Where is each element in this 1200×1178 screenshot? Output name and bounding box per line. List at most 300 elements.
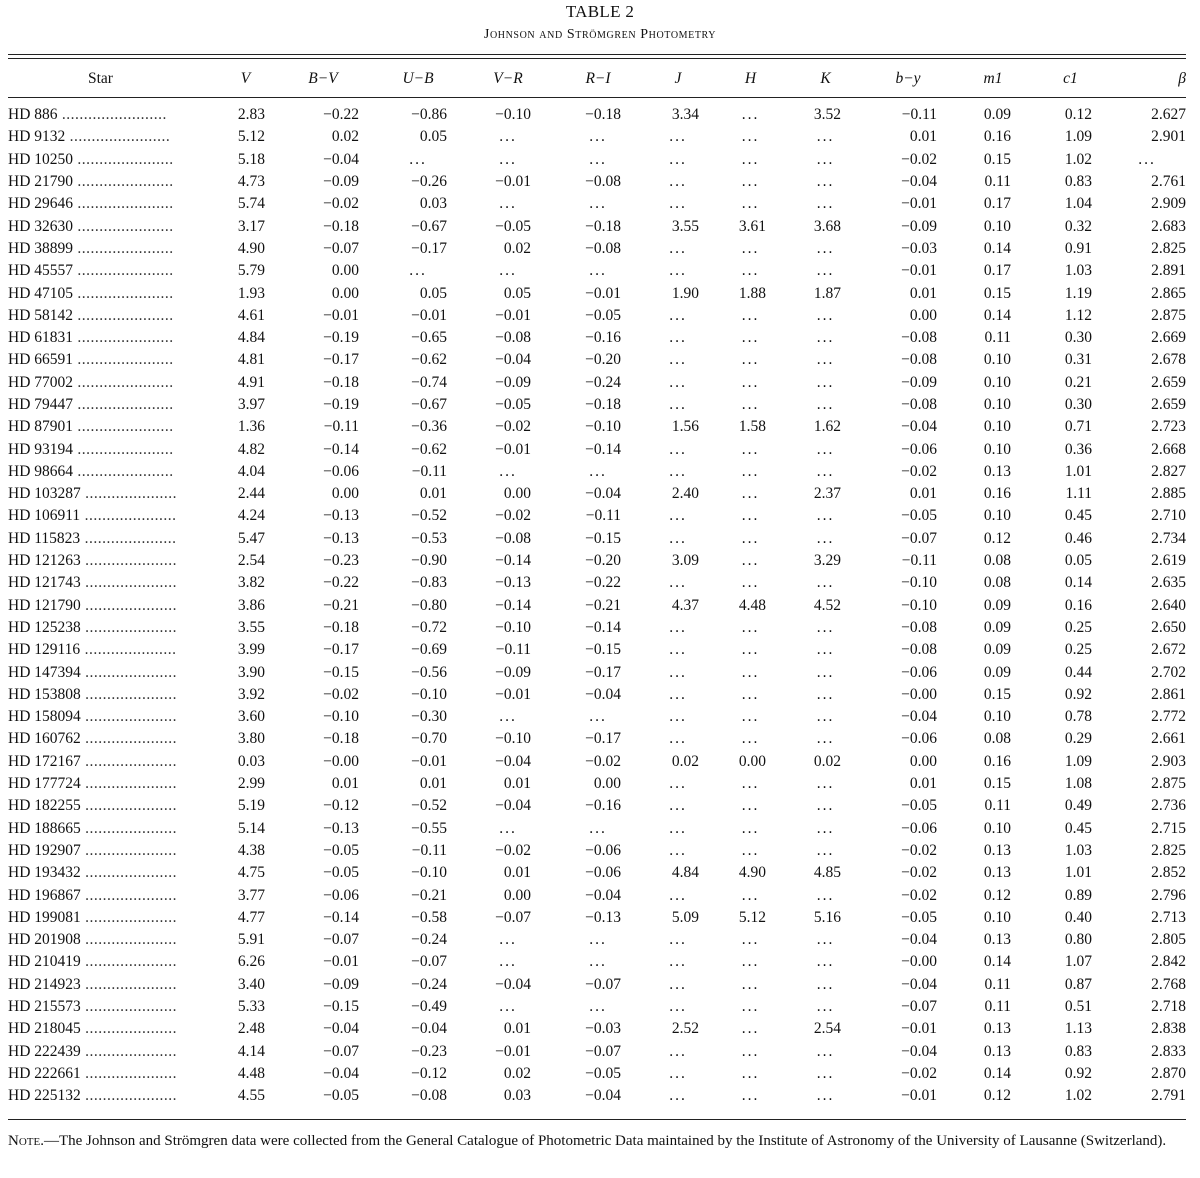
cell-u-b: −0.86 <box>411 106 447 124</box>
cell-star <box>8 1063 218 1085</box>
cell-b-v: −0.14 <box>323 440 359 458</box>
cell-b-y: −0.08 <box>901 641 937 659</box>
cell-h: ... <box>741 797 760 815</box>
cell-m1: 0.15 <box>983 775 1011 793</box>
cell-b-y: 0.01 <box>909 775 937 793</box>
cell-star <box>8 193 218 215</box>
cell-c1: 0.29 <box>1064 730 1092 748</box>
cell-u-b: −0.30 <box>411 708 447 726</box>
column-header-h: H <box>744 70 757 87</box>
cell-h: 5.12 <box>738 908 766 926</box>
dot-leader: ...................... <box>73 306 174 324</box>
dot-leader: ..................... <box>80 507 177 525</box>
dot-leader: ..................... <box>80 618 178 636</box>
cell-star <box>8 438 218 460</box>
cell-k: ... <box>816 150 835 168</box>
cell-h: 0.00 <box>738 752 766 770</box>
cell-j: ... <box>669 128 687 146</box>
cell-c1: 0.49 <box>1064 797 1092 815</box>
cell-beta: 2.838 <box>1151 1020 1186 1038</box>
star-name: HD 192907 <box>8 841 81 859</box>
cell-v-r: −0.02 <box>495 507 531 525</box>
cell-k: ... <box>816 329 835 347</box>
cell-j: ... <box>669 886 687 904</box>
cell-h: ... <box>741 195 760 213</box>
cell-v-r: 0.01 <box>503 1020 531 1038</box>
cell-b-y: −0.09 <box>901 373 937 391</box>
cell-b-v: 0.00 <box>331 485 359 503</box>
cell-b-v: −0.11 <box>323 418 359 436</box>
cell-c1: 0.32 <box>1064 217 1092 235</box>
cell-b-v: −0.02 <box>323 195 359 213</box>
cell-v: 3.92 <box>237 685 265 703</box>
cell-v-r: 0.01 <box>503 864 531 882</box>
cell-beta: 2.875 <box>1151 306 1186 324</box>
cell-r-i: −0.14 <box>585 618 621 636</box>
star-name: HD 125238 <box>8 618 81 636</box>
cell-star <box>8 840 218 862</box>
cell-r-i: −0.16 <box>585 797 621 815</box>
cell-u-b: −0.11 <box>411 462 447 480</box>
cell-v-r: ... <box>499 150 517 168</box>
cell-r-i: −0.17 <box>585 730 621 748</box>
cell-v: 5.19 <box>237 797 265 815</box>
dot-leader: ..................... <box>80 841 178 859</box>
cell-k: 1.62 <box>813 418 841 436</box>
table-row <box>8 1018 1186 1040</box>
cell-u-b: −0.56 <box>411 663 447 681</box>
cell-u-b: −0.70 <box>411 730 447 748</box>
cell-beta: 2.875 <box>1151 775 1186 793</box>
cell-m1: 0.13 <box>983 462 1011 480</box>
cell-b-y: −0.05 <box>901 797 937 815</box>
cell-h: ... <box>741 663 760 681</box>
cell-c1: 1.12 <box>1064 306 1092 324</box>
column-header-r-i: R−I <box>585 70 611 87</box>
cell-b-v: −0.06 <box>323 462 359 480</box>
dot-leader: ...................... <box>73 396 174 413</box>
cell-c1: 0.78 <box>1064 708 1092 726</box>
cell-beta: 2.627 <box>1151 106 1186 124</box>
cell-c1: 1.04 <box>1064 195 1092 213</box>
cell-k: ... <box>816 529 835 547</box>
cell-b-y: −0.00 <box>901 685 937 703</box>
cell-star <box>8 416 218 438</box>
cell-k: ... <box>816 440 835 458</box>
cell-r-i: −0.04 <box>585 685 621 703</box>
cell-h: ... <box>741 329 760 347</box>
table-row <box>8 260 1186 282</box>
cell-h: ... <box>741 841 760 859</box>
cell-b-y: −0.04 <box>901 931 937 949</box>
cell-v: 2.99 <box>237 775 265 793</box>
cell-c1: 0.51 <box>1064 998 1092 1016</box>
cell-beta: 2.861 <box>1151 685 1186 703</box>
cell-v-r: −0.14 <box>495 552 531 570</box>
cell-v: 4.91 <box>237 373 265 391</box>
cell-r-i: −0.10 <box>585 418 621 436</box>
cell-m1: 0.09 <box>983 641 1011 659</box>
cell-b-y: −0.07 <box>901 529 937 547</box>
cell-b-v: −0.09 <box>323 975 359 993</box>
column-header-c1: c1 <box>1063 70 1078 87</box>
cell-v-r: −0.08 <box>495 529 531 547</box>
cell-r-i: −0.15 <box>585 529 621 547</box>
cell-r-i: −0.22 <box>585 574 621 592</box>
cell-r-i: −0.05 <box>585 306 621 324</box>
dot-leader: ...................... <box>73 329 174 347</box>
cell-beta: 2.659 <box>1151 373 1186 391</box>
star-name: HD 188665 <box>8 819 81 837</box>
cell-v-r: −0.10 <box>495 618 531 636</box>
cell-c1: 1.01 <box>1064 462 1092 480</box>
cell-v: 5.47 <box>237 529 265 547</box>
cell-k: ... <box>816 462 835 480</box>
cell-v: 5.79 <box>237 262 265 280</box>
cell-beta: 2.659 <box>1151 396 1186 413</box>
cell-b-y: −0.10 <box>901 596 937 614</box>
star-name: HD 98664 <box>8 462 74 480</box>
cell-b-y: −0.02 <box>901 864 937 882</box>
dot-leader: ..................... <box>80 864 178 882</box>
cell-v-r: 0.03 <box>503 1087 531 1105</box>
cell-k: 2.54 <box>813 1020 841 1038</box>
cell-k: 1.87 <box>813 284 841 302</box>
cell-v: 0.03 <box>237 752 265 770</box>
cell-b-v: −0.19 <box>323 396 359 413</box>
table-row <box>8 951 1186 973</box>
table-row <box>8 929 1186 951</box>
star-name: HD 9132 <box>8 128 66 146</box>
cell-u-b: −0.62 <box>411 351 447 369</box>
cell-h: ... <box>741 239 760 257</box>
cell-v-r: 0.02 <box>503 1064 531 1082</box>
cell-beta: 2.702 <box>1151 663 1186 681</box>
cell-h: ... <box>741 953 760 971</box>
cell-j: 1.56 <box>671 418 699 436</box>
cell-c1: 0.05 <box>1064 552 1092 570</box>
table-row <box>8 327 1186 349</box>
cell-m1: 0.16 <box>983 752 1011 770</box>
cell-c1: 0.44 <box>1064 663 1092 681</box>
cell-b-v: −0.18 <box>323 373 359 391</box>
cell-r-i: −0.13 <box>585 908 621 926</box>
cell-u-b: −0.53 <box>411 529 447 547</box>
cell-c1: 0.45 <box>1064 819 1092 837</box>
cell-r-i: ... <box>589 462 607 480</box>
cell-star <box>8 461 218 483</box>
cell-v: 3.86 <box>237 596 265 614</box>
cell-v-r: −0.05 <box>495 396 531 413</box>
cell-star <box>8 282 218 304</box>
cell-c1: 0.92 <box>1064 1064 1092 1082</box>
cell-star <box>8 795 218 817</box>
cell-v-r: −0.09 <box>495 373 531 391</box>
cell-m1: 0.15 <box>983 685 1011 703</box>
cell-j: 4.37 <box>671 596 699 614</box>
cell-j: 3.34 <box>671 106 699 124</box>
cell-b-y: −0.11 <box>901 106 937 124</box>
cell-j: 1.90 <box>671 284 699 302</box>
cell-beta: 2.736 <box>1151 797 1186 815</box>
cell-star <box>8 349 218 371</box>
cell-v-r: −0.07 <box>495 908 531 926</box>
cell-beta: ... <box>1138 150 1156 168</box>
column-header-star: Star <box>88 70 113 87</box>
cell-beta: 2.852 <box>1151 864 1186 882</box>
cell-v: 4.48 <box>237 1064 265 1082</box>
dot-leader: ...................... <box>73 284 174 302</box>
table-row <box>8 94 1186 126</box>
cell-k: ... <box>816 128 835 146</box>
cell-h: ... <box>741 351 760 369</box>
cell-j: ... <box>669 373 687 391</box>
cell-r-i: −0.08 <box>585 239 621 257</box>
cell-b-v: −0.21 <box>323 596 359 614</box>
cell-star <box>8 684 218 706</box>
cell-v-r: ... <box>499 195 517 213</box>
dot-leader: ..................... <box>80 775 178 793</box>
cell-c1: 0.83 <box>1064 173 1092 191</box>
cell-b-v: −0.05 <box>323 864 359 882</box>
cell-b-v: −0.18 <box>323 730 359 748</box>
cell-r-i: −0.21 <box>585 596 621 614</box>
cell-r-i: −0.07 <box>585 1042 621 1060</box>
dot-leader: ..................... <box>80 641 177 659</box>
dot-leader: ..................... <box>80 685 178 703</box>
cell-k: ... <box>816 641 835 659</box>
cell-h: ... <box>741 128 760 146</box>
cell-r-i: −0.16 <box>585 329 621 347</box>
cell-v-r: −0.10 <box>495 106 531 124</box>
cell-j: ... <box>669 440 687 458</box>
column-header-u-b: U−B <box>402 70 434 87</box>
cell-j: ... <box>669 797 687 815</box>
table-note <box>8 1131 1186 1151</box>
column-header-k: K <box>820 70 831 87</box>
cell-v: 2.83 <box>237 106 265 124</box>
column-header-b-y: b−y <box>895 70 921 87</box>
cell-h: 4.90 <box>738 864 766 882</box>
cell-v-r: ... <box>499 128 517 146</box>
cell-m1: 0.13 <box>983 864 1011 882</box>
table-body <box>8 94 1186 1107</box>
table-row <box>8 884 1186 906</box>
cell-u-b: −0.11 <box>411 841 447 859</box>
cell-m1: 0.09 <box>983 106 1011 124</box>
cell-m1: 0.10 <box>983 351 1011 369</box>
table-row <box>8 1040 1186 1062</box>
cell-h: ... <box>741 373 760 391</box>
star-name: HD 153808 <box>8 685 81 703</box>
cell-b-y: −0.02 <box>901 1064 937 1082</box>
cell-j: 5.09 <box>671 908 699 926</box>
dot-leader: ..................... <box>80 819 178 837</box>
cell-u-b: −0.65 <box>411 329 447 347</box>
star-name: HD 129116 <box>8 641 81 659</box>
cell-h: ... <box>741 1064 760 1082</box>
cell-u-b: 0.01 <box>419 775 447 793</box>
cell-v-r: −0.01 <box>495 1042 531 1060</box>
cell-star <box>8 1085 218 1107</box>
cell-h: ... <box>741 262 760 280</box>
cell-star <box>8 706 218 728</box>
cell-v: 2.48 <box>237 1020 265 1038</box>
cell-u-b: −0.58 <box>411 908 447 926</box>
cell-b-v: −0.13 <box>323 529 359 547</box>
star-name: HD 115823 <box>8 529 81 547</box>
cell-u-b: −0.67 <box>411 217 447 235</box>
cell-beta: 2.619 <box>1151 552 1186 570</box>
column-header-v: V <box>240 70 251 87</box>
cell-u-b: −0.69 <box>411 641 447 659</box>
dot-leader: ..................... <box>80 529 177 547</box>
table-row <box>8 438 1186 460</box>
cell-b-y: −0.08 <box>901 351 937 369</box>
cell-b-v: −0.01 <box>323 953 359 971</box>
cell-beta: 2.661 <box>1151 730 1186 748</box>
cell-u-b: 0.05 <box>419 284 447 302</box>
cell-k: ... <box>816 507 835 525</box>
cell-beta: 2.678 <box>1151 351 1186 369</box>
star-name: HD 103287 <box>8 485 81 503</box>
cell-k: ... <box>816 797 835 815</box>
cell-v-r: ... <box>499 953 517 971</box>
table-header-row <box>8 64 1186 94</box>
cell-b-v: −0.02 <box>323 685 359 703</box>
cell-b-v: −0.07 <box>323 931 359 949</box>
cell-v: 4.82 <box>237 440 265 458</box>
cell-beta: 2.865 <box>1151 284 1186 302</box>
cell-r-i: −0.24 <box>585 373 621 391</box>
cell-h: ... <box>741 819 760 837</box>
column-header-j: J <box>674 70 682 87</box>
table-row <box>8 661 1186 683</box>
cell-r-i: ... <box>589 953 607 971</box>
cell-j: ... <box>669 239 687 257</box>
cell-k: ... <box>816 998 835 1016</box>
cell-m1: 0.11 <box>984 173 1011 191</box>
cell-b-v: −0.12 <box>323 797 359 815</box>
cell-v-r: ... <box>499 462 517 480</box>
star-name: HD 214923 <box>8 975 81 993</box>
cell-k: ... <box>816 663 835 681</box>
star-name: HD 32630 <box>8 217 74 235</box>
cell-k: ... <box>816 975 835 993</box>
cell-b-v: −0.13 <box>323 819 359 837</box>
table-row <box>8 706 1186 728</box>
cell-k: 3.29 <box>813 552 841 570</box>
cell-b-v: −0.00 <box>323 752 359 770</box>
cell-u-b: −0.62 <box>411 440 447 458</box>
star-name: HD 172167 <box>8 752 81 770</box>
cell-r-i: −0.15 <box>585 641 621 659</box>
cell-j: ... <box>669 529 687 547</box>
cell-v-r: ... <box>499 931 517 949</box>
cell-c1: 1.03 <box>1064 262 1092 280</box>
cell-m1: 0.10 <box>983 819 1011 837</box>
star-name: HD 58142 <box>8 306 74 324</box>
top-rule <box>8 54 1186 55</box>
cell-m1: 0.11 <box>984 975 1011 993</box>
cell-u-b: −0.21 <box>411 886 447 904</box>
cell-star <box>8 595 218 617</box>
cell-k: ... <box>816 730 835 748</box>
star-name: HD 182255 <box>8 797 81 815</box>
cell-v: 5.91 <box>237 931 265 949</box>
cell-star <box>8 907 218 929</box>
note-dash: — <box>43 1133 59 1149</box>
cell-b-y: 0.01 <box>909 284 937 302</box>
dot-leader: ...................... <box>73 217 174 235</box>
cell-h: ... <box>741 106 760 124</box>
cell-m1: 0.17 <box>983 195 1011 213</box>
cell-b-v: −0.09 <box>323 173 359 191</box>
cell-b-y: −0.03 <box>901 239 937 257</box>
cell-beta: 2.791 <box>1151 1087 1186 1105</box>
cell-v: 6.26 <box>237 953 265 971</box>
cell-k: ... <box>816 953 835 971</box>
dot-leader: ..................... <box>80 1087 178 1105</box>
dot-leader: ..................... <box>80 574 178 592</box>
cell-star <box>8 951 218 973</box>
cell-c1: 0.45 <box>1064 507 1092 525</box>
table-row <box>8 171 1186 193</box>
cell-m1: 0.14 <box>983 1064 1011 1082</box>
cell-b-v: −0.07 <box>323 1042 359 1060</box>
cell-b-y: −0.02 <box>901 886 937 904</box>
star-name: HD 886 <box>8 106 58 124</box>
cell-v-r: ... <box>499 819 517 837</box>
cell-k: ... <box>816 574 835 592</box>
cell-c1: 1.13 <box>1064 1020 1092 1038</box>
cell-h: 1.58 <box>738 418 766 436</box>
cell-u-b: −0.74 <box>411 373 447 391</box>
cell-k: ... <box>816 931 835 949</box>
cell-r-i: ... <box>589 195 607 213</box>
table-row <box>8 773 1186 795</box>
cell-b-y: −0.00 <box>901 953 937 971</box>
cell-star <box>8 1018 218 1040</box>
cell-star <box>8 1040 218 1062</box>
cell-j: ... <box>669 507 687 525</box>
cell-v: 2.54 <box>237 552 265 570</box>
cell-b-v: −0.19 <box>323 329 359 347</box>
cell-r-i: −0.04 <box>585 485 621 503</box>
cell-u-b: −0.83 <box>411 574 447 592</box>
dot-leader: ..................... <box>80 931 178 949</box>
table-row <box>8 818 1186 840</box>
table-row <box>8 595 1186 617</box>
dot-leader: ..................... <box>80 552 178 570</box>
cell-j: 3.09 <box>671 552 699 570</box>
cell-b-y: −0.08 <box>901 396 937 413</box>
cell-j: ... <box>669 150 687 168</box>
cell-v-r: ... <box>499 262 517 280</box>
cell-r-i: −0.01 <box>585 284 621 302</box>
dot-leader: ..................... <box>80 908 178 926</box>
cell-m1: 0.13 <box>983 1042 1011 1060</box>
table-row <box>8 126 1186 148</box>
cell-star <box>8 94 218 126</box>
table-row <box>8 505 1186 527</box>
star-name: HD 210419 <box>8 953 81 971</box>
cell-k: 3.52 <box>813 106 841 124</box>
cell-h: ... <box>741 150 760 168</box>
cell-h: ... <box>741 485 760 503</box>
cell-r-i: −0.06 <box>585 864 621 882</box>
star-name: HD 160762 <box>8 730 81 748</box>
